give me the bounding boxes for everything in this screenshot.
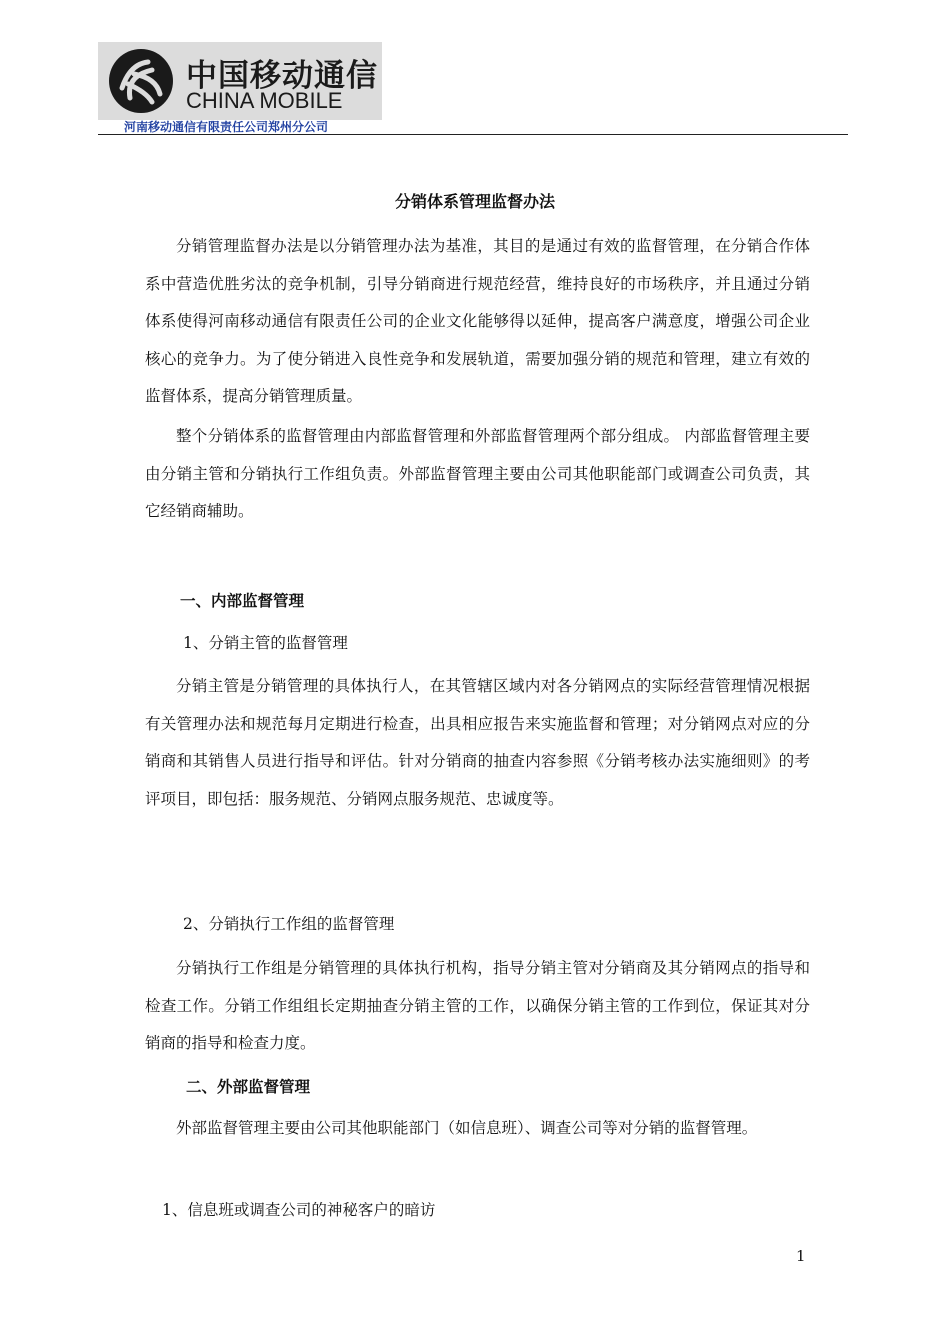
section-1-sub-2-paragraph: 分销执行工作组是分销管理的具体执行机构，指导分销主管对分销商及其分销网点的指导和检查工作。分销工作组组长定期抽查分销主管的工作，以确保分销主管的工作到位，保证其对分销商的指导和检查力度。 <box>145 959 810 1052</box>
branch-name: 河南移动通信有限责任公司郑州分公司 <box>124 120 329 134</box>
section-1-sub-1-block <box>145 668 810 818</box>
section-2-paragraph: 外部监督管理主要由公司其他职能部门（如信息班）、调查公司等对分销的监督管理。 <box>176 1119 758 1137</box>
china-mobile-logo-icon <box>108 48 174 114</box>
document-title: 分销体系管理监督办法 <box>394 192 555 211</box>
section-1-sub-1-heading: 1、分销主管的监督管理 <box>183 634 348 652</box>
section-1-sub-2-heading: 2、分销执行工作组的监督管理 <box>183 915 395 933</box>
intro-paragraph-2: 整个分销体系的监督管理由内部监督管理和外部监督管理两个部分组成。 内部监督管理主要由分销主管和分销执行工作组负责。外部监督管理主要由公司其他职能部门或调查公司负责，其它经销商辅助。 <box>145 427 810 520</box>
logo-text-cn: 中国移动通信 <box>186 58 378 94</box>
section-2-block <box>145 1110 810 1148</box>
section-2-sub-1-heading: 1、信息班或调查公司的神秘客户的暗访 <box>162 1201 436 1219</box>
section-2-heading: 二、外部监督管理 <box>186 1077 311 1096</box>
logo-text-en: CHINA MOBILE <box>186 88 343 113</box>
header-divider <box>98 134 848 135</box>
company-logo <box>98 42 382 120</box>
intro-paragraph-2-block <box>145 418 810 531</box>
intro-paragraph-1: 分销管理监督办法是以分销管理办法为基准，其目的是通过有效的监督管理，在分销合作体系中营造优胜劣汰的竞争机制，引导分销商进行规范经营，维持良好的市场秩序，并且通过分销体系使得河南移动通信有限责任公司的企业文化能够得以延伸，提高客户满意度，增强公司企业核心的竞争力。为了使分销进入良性竞争和发展轨道，需要加强分销的规范和管理，建立有效的监督体系，提高分销管理质量。 <box>145 237 810 405</box>
section-1-sub-2-block <box>145 950 810 1063</box>
page-number: 1 <box>796 1247 806 1265</box>
intro-paragraph-1-block <box>145 228 810 416</box>
section-1-sub-1-paragraph: 分销主管是分销管理的具体执行人，在其管辖区域内对各分销网点的实际经营管理情况根据有关管理办法和规范每月定期进行检查，出具相应报告来实施监督和管理；对分销网点对应的分销商和其销售人员进行指导和评估。针对分销商的抽查内容参照《分销考核办法实施细则》的考评项目，即包括：服务规范、分销网点服务规范、忠诚度等。 <box>145 677 810 808</box>
section-1-heading: 一、内部监督管理 <box>180 591 305 610</box>
